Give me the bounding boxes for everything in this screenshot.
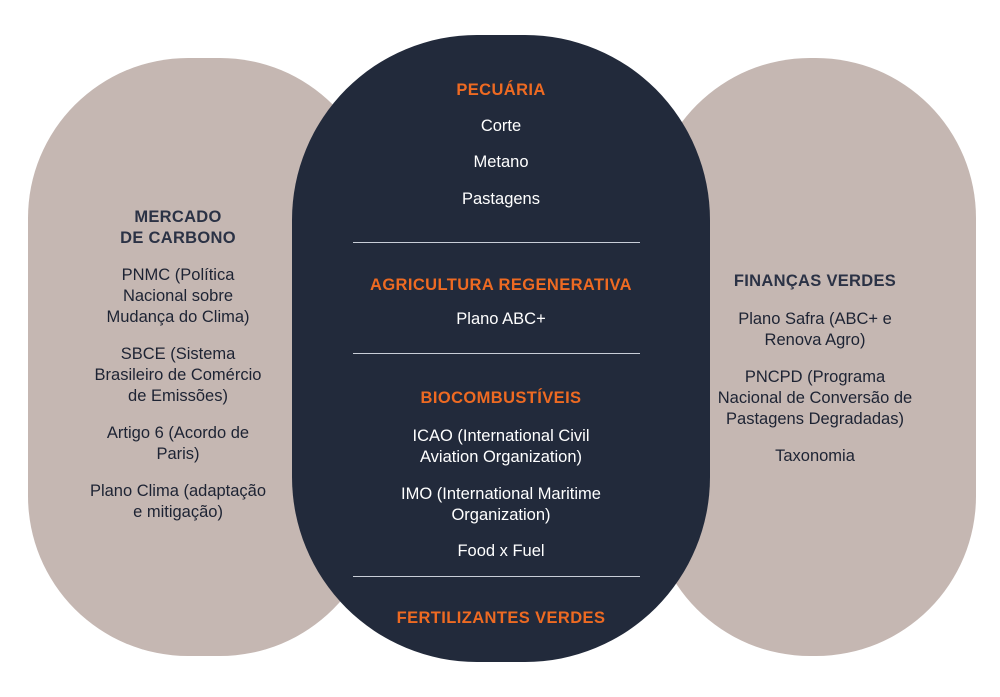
center-item-imo [330,484,672,526]
center-item-pastagens: Pastagens [462,190,540,208]
left-item-pnmc [55,265,301,328]
left-item-line: Plano Clima (adaptação [89,482,267,500]
left-item-line: Artigo 6 (Acordo de [106,424,250,442]
right-item-pncpd [690,367,940,430]
center-item-line: ICAO (International Civil [412,427,590,445]
right-item-line: Pastagens Degradadas) [726,410,904,428]
section-title-pecuaria: PECUÁRIA [456,81,546,99]
center-item-line: IMO (International Maritime [401,485,601,503]
right-item-line: Renova Agro) [764,331,866,349]
section-divider [353,576,640,577]
center-item-plano-abc: Plano ABC+ [456,310,546,328]
left-item-line: Brasileiro de Comércio [94,366,262,384]
section-title-fertilizantes-verdes: FERTILIZANTES VERDES [396,609,606,627]
center-item-corte: Corte [480,117,522,135]
left-item-line: Paris) [156,445,200,463]
section-title-agricultura-regenerativa: AGRICULTURA REGENERATIVA [370,276,632,294]
left-item-artigo6 [55,423,301,465]
left-item-line: Mudança do Clima) [106,308,250,326]
left-item-line: SBCE (Sistema [120,345,236,363]
right-item-line: Plano Safra (ABC+ e [738,310,892,328]
left-item-line: PNMC (Política [121,266,235,284]
left-item-line: Nacional sobre [122,287,234,305]
center-item-line: Organization) [451,506,551,524]
center-item-icao [330,426,672,468]
left-title-line2: DE CARBONO [120,229,236,247]
left-title [60,207,296,249]
section-divider [353,242,640,243]
left-item-line: de Emissões) [128,387,228,405]
center-item-line: Aviation Organization) [419,448,583,466]
right-item-taxonomia: Taxonomia [775,447,855,465]
section-divider [353,353,640,354]
left-item-plano-clima [55,481,301,523]
left-title-line1: MERCADO [134,208,222,226]
right-item-plano-safra [690,309,940,351]
right-item-line: Nacional de Conversão de [717,389,913,407]
left-item-line: e mitigação) [133,503,223,521]
left-item-sbce [55,344,301,407]
right-item-line: PNCPD (Programa [744,368,886,386]
center-item-metano: Metano [473,153,529,171]
center-item-food-x-fuel: Food x Fuel [457,542,545,560]
section-title-biocombustiveis: BIOCOMBUSTÍVEIS [420,389,582,407]
right-title: FINANÇAS VERDES [733,272,897,290]
